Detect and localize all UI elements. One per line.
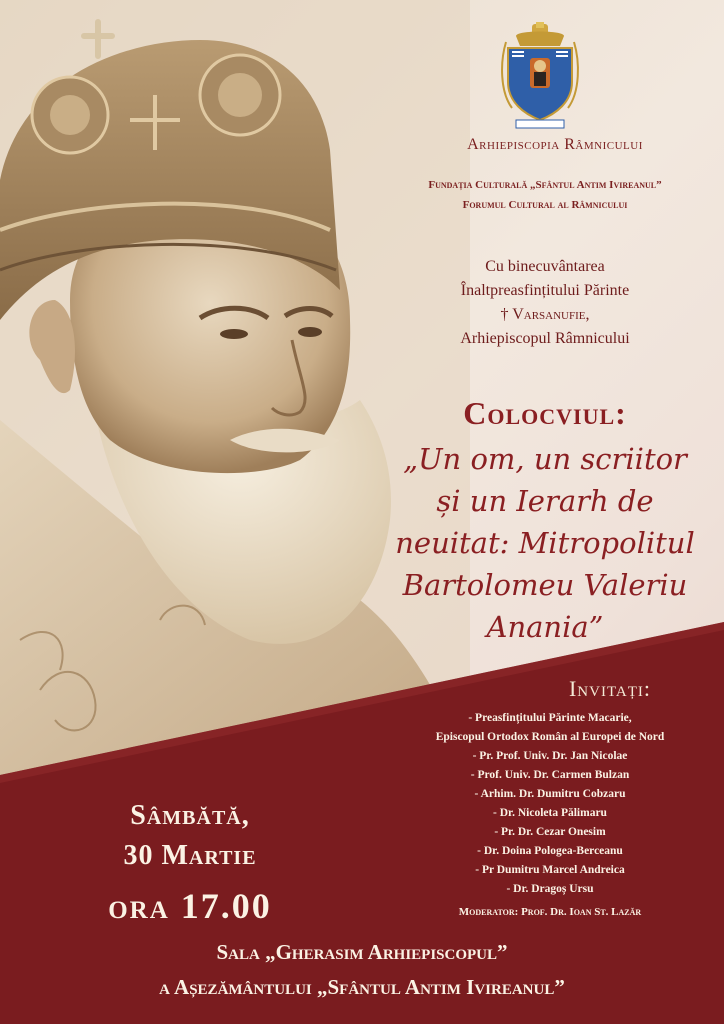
guest-line: - Preasfințitului Părinte Macarie, [468,712,632,724]
guest-line: - Prof. Univ. Dr. Carmen Bulzan [470,769,630,781]
blessing-line-3: † Varsanufie, [500,306,590,323]
event-date: 30 Martie [123,840,257,871]
event-day: Sâmbătă, [130,800,250,831]
colloquium-heading: Colocviul: [463,395,627,431]
venue-line-2: a Așezământului „Sfântul Antim Ivireanul” [159,975,565,999]
blessing-line-2: Înaltpreasfințitului Părinte [460,282,630,299]
guests-heading: Invitați: [568,676,652,701]
guest-line: - Pr Dumitru Marcel Andreica [475,864,625,876]
guest-line: - Arhim. Dr. Dumitru Cobzaru [474,788,626,800]
guest-line: - Dr. Dragoș Ursu [506,883,594,895]
colloquium-title-line-3: neuitat: Mitropolitul [395,526,695,560]
guest-line: - Dr. Nicoleta Pălimaru [493,807,607,819]
moderator: Moderator: Prof. Dr. Ioan St. Lazăr [458,906,642,918]
event-time: ora 17.00 [108,886,272,926]
guest-line: - Pr. Dr. Cezar Onesim [494,826,606,838]
archdiocese-name: Arhiepiscopia Râmnicului [467,136,643,153]
guest-line: - Pr. Prof. Univ. Dr. Jan Nicolae [472,750,628,762]
venue-line-1: Sala „Gherasim Arhiepiscopul” [216,940,508,964]
blessing-line-4: Arhiepiscopul Râmnicului [460,330,630,347]
forum-name: Forumul Cultural al Râmnicului [462,199,628,211]
colloquium-title-line-4: Bartolomeu Valeriu [402,568,688,602]
colloquium-title-line-5: Anania” [486,610,604,644]
archdiocese-crest-icon [498,22,582,130]
guest-line: - Dr. Doina Pologea-Berceanu [477,845,623,857]
colloquium-title-line-1: „Un om, un scriitor [403,442,687,476]
colloquium-title-line-2: și un Ierarh de [436,484,654,518]
foundation-name: Fundația Culturală „Sfântul Antim Ivireanul” [428,179,662,191]
blessing-line-1: Cu binecuvântarea [485,258,605,275]
guest-line: Episcopul Ortodox Român al Europei de Nord [435,731,665,743]
